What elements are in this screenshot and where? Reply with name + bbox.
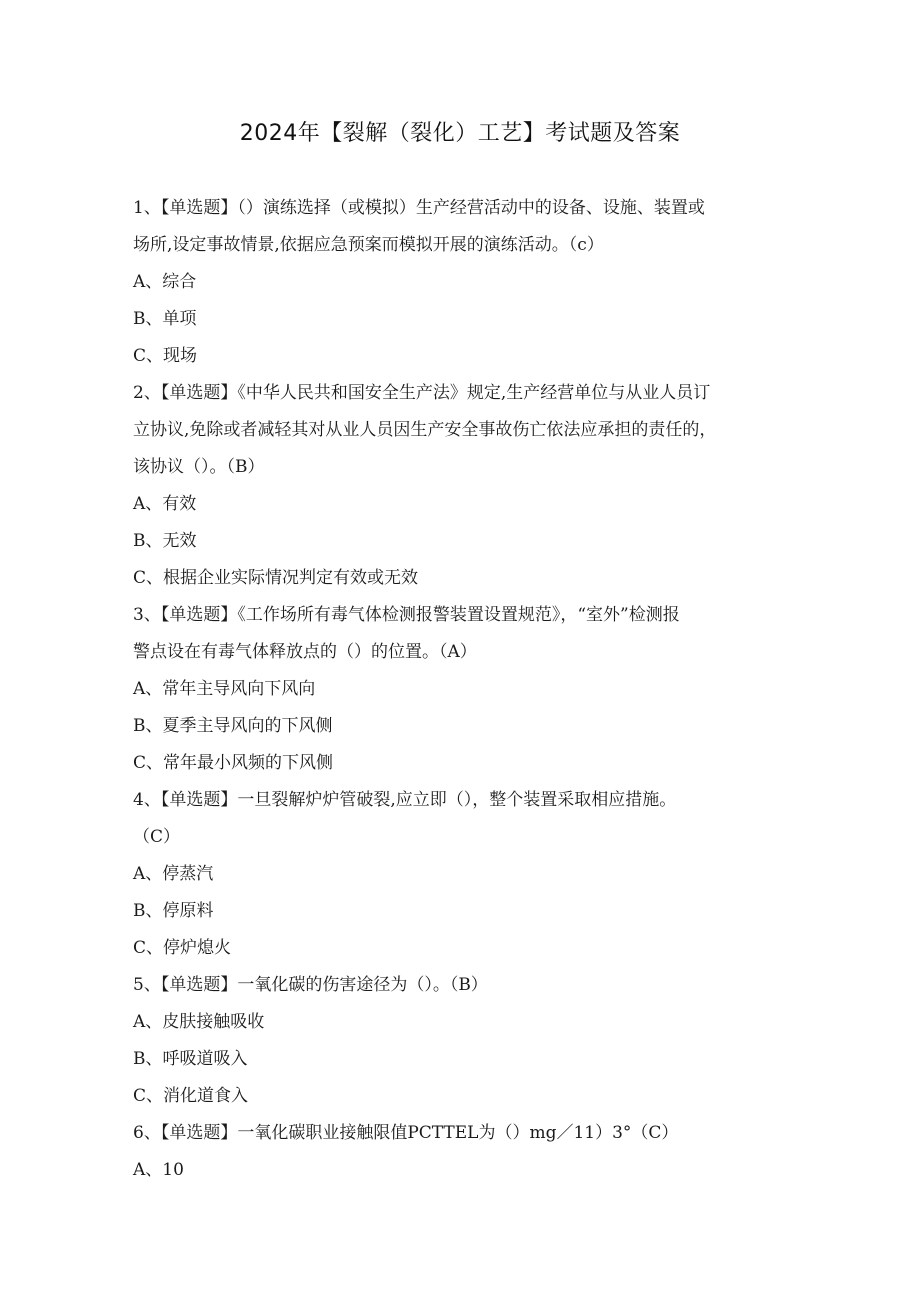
question-5-option-b: B、呼吸道吸入 bbox=[133, 1049, 248, 1069]
question-3-text-line-2: 警点设在有毒气体释放点的（）的位置。（A） bbox=[133, 642, 477, 662]
question-5 bbox=[133, 967, 793, 1115]
question-3-text-line-1: 3、【单选题】《工作场所有毒气体检测报警装置设置规范》，“室外”检测报 bbox=[133, 605, 680, 625]
question-1-option-c: C、现场 bbox=[133, 346, 198, 366]
question-1-option-b: B、单项 bbox=[133, 309, 197, 329]
question-3-option-a: A、常年主导风向下风向 bbox=[133, 679, 316, 699]
question-2-text-line-3: 该协议（）。（B） bbox=[133, 457, 265, 477]
question-6-text-line-1: 6、【单选题】一氧化碳职业接触限值PCTTEL为（）mg／11）3°（C） bbox=[133, 1123, 679, 1143]
question-2 bbox=[133, 375, 793, 597]
question-list bbox=[133, 190, 793, 1189]
question-1-text-line-2: 场所,设定事故情景,依据应急预案而模拟开展的演练活动。（c） bbox=[133, 235, 604, 255]
question-3-option-c: C、常年最小风频的下风侧 bbox=[133, 753, 334, 773]
question-5-option-c: C、消化道食入 bbox=[133, 1086, 249, 1106]
question-3-option-b: B、夏季主导风向的下风侧 bbox=[133, 716, 333, 736]
question-1-text-line-1: 1、【单选题】（）演练选择（或模拟）生产经营活动中的设备、设施、装置或 bbox=[133, 198, 705, 218]
question-2-text-line-1: 2、【单选题】《中华人民共和国安全生产法》规定,生产经营单位与从业人员订 bbox=[133, 383, 711, 403]
question-2-option-c: C、根据企业实际情况判定有效或无效 bbox=[133, 568, 419, 588]
question-4-option-c: C、停炉熄火 bbox=[133, 938, 232, 958]
question-4 bbox=[133, 782, 793, 967]
question-4-text-line-1: 4、【单选题】一旦裂解炉炉管破裂,应立即（），整个装置采取相应措施。 bbox=[133, 790, 677, 810]
question-1 bbox=[133, 190, 793, 375]
question-6 bbox=[133, 1115, 793, 1189]
question-5-text-line-1: 5、【单选题】一氧化碳的伤害途径为（）。（B） bbox=[133, 975, 488, 995]
question-2-text-line-2: 立协议,免除或者减轻其对从业人员因生产安全事故伤亡依法应承担的责任的， bbox=[133, 420, 717, 440]
question-6-option-a: A、10 bbox=[133, 1160, 184, 1180]
question-4-option-b: B、停原料 bbox=[133, 901, 214, 921]
question-3 bbox=[133, 597, 793, 782]
question-5-option-a: A、皮肤接触吸收 bbox=[133, 1012, 265, 1032]
question-4-text-line-2: （C） bbox=[133, 827, 181, 847]
question-2-option-a: A、有效 bbox=[133, 494, 197, 514]
question-1-option-a: A、综合 bbox=[133, 272, 197, 292]
question-2-option-b: B、无效 bbox=[133, 531, 197, 551]
question-4-option-a: A、停蒸汽 bbox=[133, 864, 214, 884]
document-title: 2024年【裂解（裂化）工艺】考试题及答案 bbox=[239, 121, 681, 146]
